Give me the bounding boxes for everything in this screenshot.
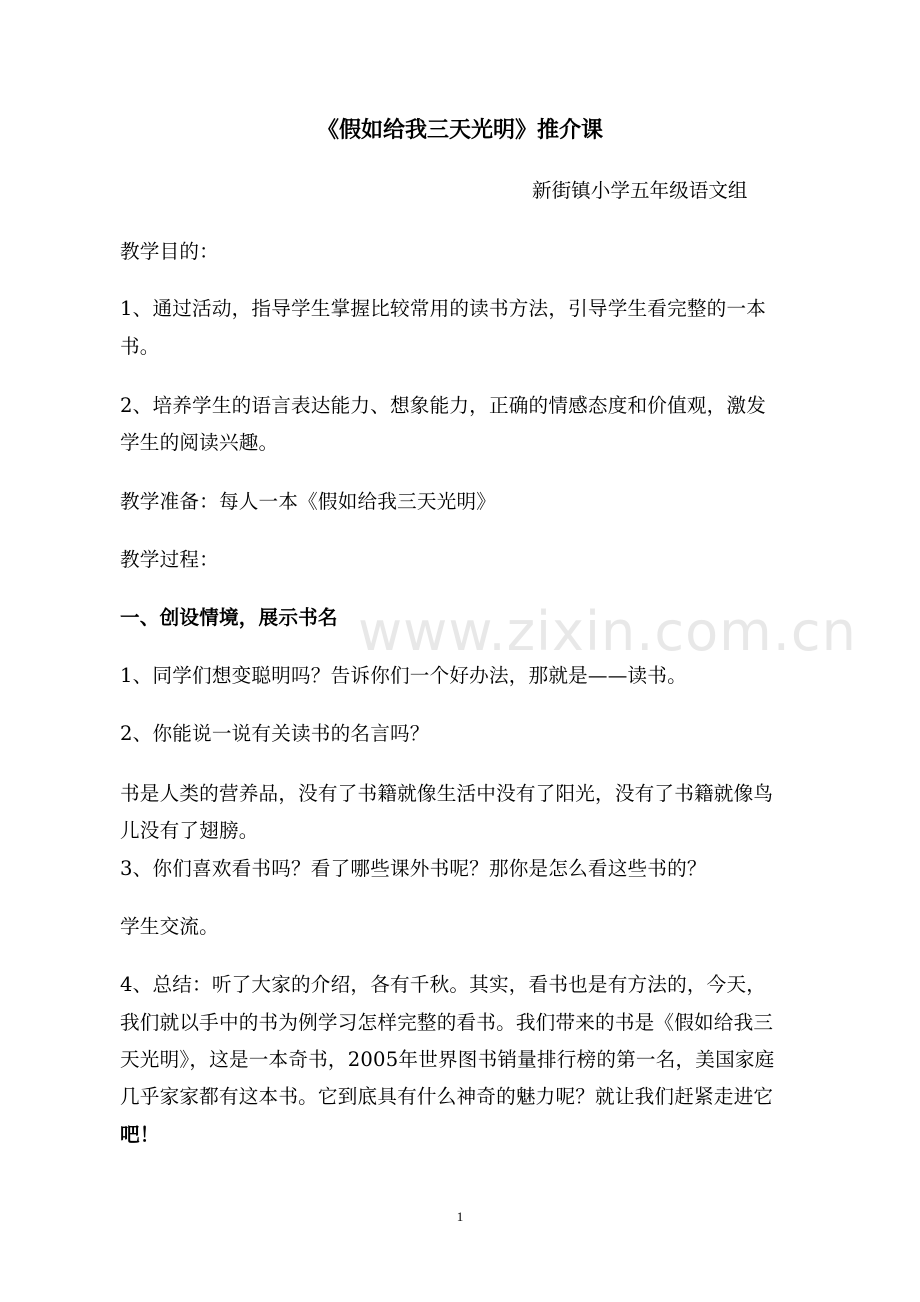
document-title: 《假如给我三天光明》推介课 [316,118,603,143]
student-exchange: 学生交流。 [120,915,219,938]
teaching-preparation: 教学准备：每人一本《假如给我三天光明》 [120,490,497,513]
step-1: 1、同学们想变聪明吗？告诉你们一个好办法，那就是——读书。 [120,664,687,687]
step-2: 2、你能说一说有关读书的名言吗？ [120,722,430,745]
objectives-heading: 教学目的： [120,240,219,263]
step-4-line-3: 天光明》，这是一本奇书，2005年世界图书销量排行榜的第一名，美国家庭 [120,1048,775,1071]
document-author: 新街镇小学五年级语文组 [532,179,748,202]
objective-1-line-1: 1、通过活动，指导学生掌握比较常用的读书方法，引导学生看完整的一本 [120,297,767,320]
section-1-heading: 一、创设情境，展示书名 [120,606,338,629]
quote-line-1: 书是人类的营养品，没有了书籍就像生活中没有了阳光，没有了书籍就像鸟 [120,782,774,805]
objective-1-line-2: 书。 [120,335,160,358]
step-4-line-4: 几乎家家都有这本书。它到底具有什么神奇的魅力呢？就让我们赶紧走进它 [120,1085,774,1108]
process-heading: 教学过程： [120,548,219,571]
step-4-line-2: 我们就以手中的书为例学习怎样完整的看书。我们带来的书是《假如给我三 [120,1011,774,1034]
step-4-line-1: 4、总结：听了大家的介绍，各有千秋。其实，看书也是有方法的，今天， [120,973,767,996]
quote-line-2: 儿没有了翅膀。 [120,819,259,842]
objective-2-line-2: 学生的阅读兴趣。 [120,431,279,454]
page-number: 1 [456,1209,464,1224]
step-3: 3、你们喜欢看书吗？看了哪些课外书呢？那你是怎么看这些书的？ [120,857,707,880]
step-4-line-5: 吧！ [120,1123,160,1146]
watermark: www.zixin.com.cn [358,600,857,663]
objective-2-line-1: 2、培养学生的语言表达能力、想象能力，正确的情感态度和价值观，激发 [120,394,767,417]
